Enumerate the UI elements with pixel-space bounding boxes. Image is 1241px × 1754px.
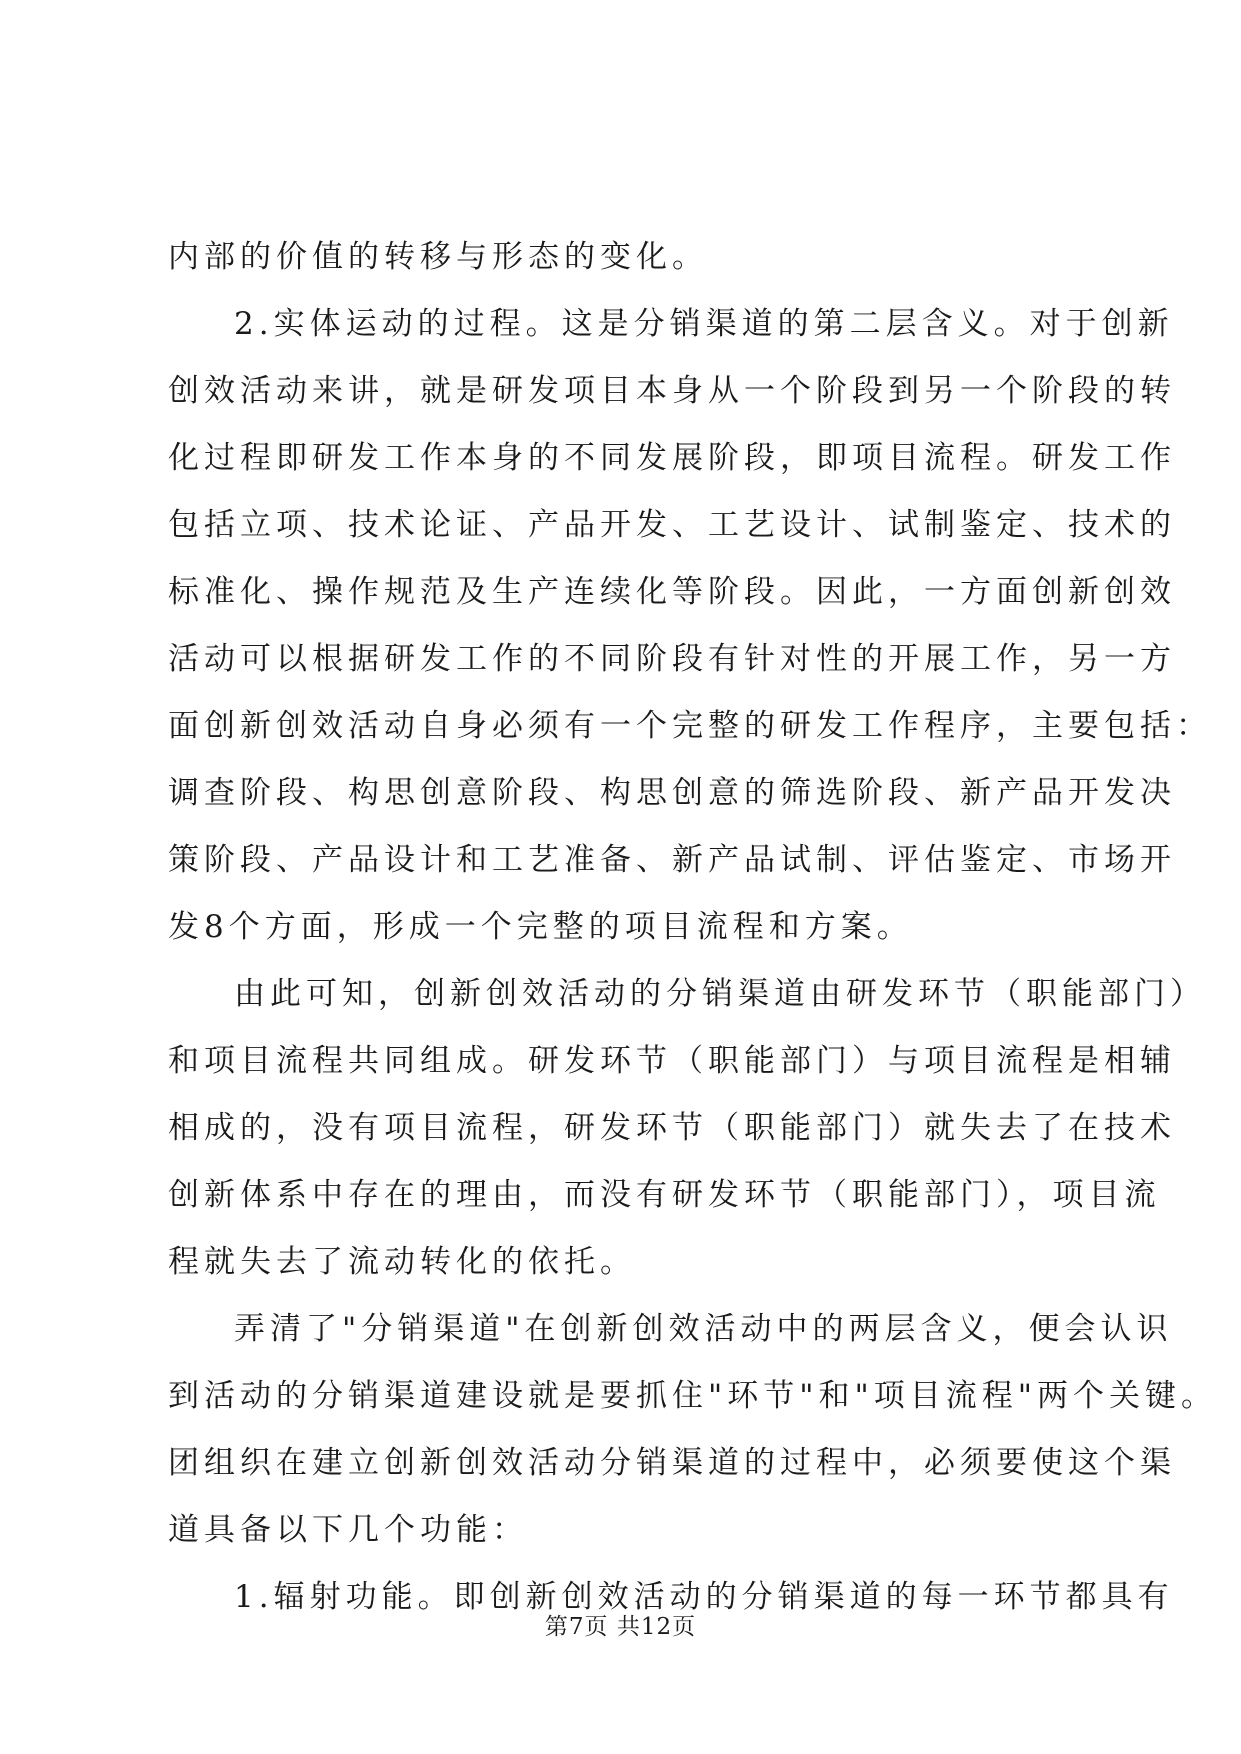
text-line: 调查阶段、构思创意阶段、构思创意的筛选阶段、新产品开发决	[168, 775, 1176, 811]
text-line: 团组织在建立创新创效活动分销渠道的过程中，必须要使这个渠	[168, 1445, 1176, 1481]
text-line: 创新体系中存在的理由，而没有研发环节（职能部门），项目流	[168, 1177, 1161, 1213]
text-line: 标准化、操作规范及生产连续化等阶段。因此，一方面创新创效	[168, 574, 1176, 610]
text-line: 化过程即研发工作本身的不同发展阶段，即项目流程。研发工作	[168, 440, 1176, 476]
text-line: 和项目流程共同组成。研发环节（职能部门）与项目流程是相辅	[168, 1043, 1176, 1079]
text-line: 活动可以根据研发工作的不同阶段有针对性的开展工作，另一方	[168, 641, 1176, 677]
paragraph-start-line: 弄清了"分销渠道"在创新创效活动中的两层含义，便会认识	[234, 1311, 1173, 1347]
text-line: 道具备以下几个功能：	[168, 1512, 528, 1548]
text-line: 面创新创效活动自身必须有一个完整的研发工作程序，主要包括：	[168, 708, 1212, 744]
paragraph-start-line: 由此可知，创新创效活动的分销渠道由研发环节（职能部门）	[234, 976, 1206, 1012]
text-line: 到活动的分销渠道建设就是要抓住"环节"和"项目流程"两个关键。	[168, 1378, 1218, 1414]
text-line: 相成的，没有项目流程，研发环节（职能部门）就失去了在技术	[168, 1110, 1176, 1146]
paragraph-start-line: 1.辐射功能。即创新创效活动的分销渠道的每一环节都具有	[234, 1579, 1174, 1615]
text-line: 包括立项、技术论证、产品开发、工艺设计、试制鉴定、技术的	[168, 507, 1176, 543]
paragraph-start-line: 2.实体运动的过程。这是分销渠道的第二层含义。对于创新	[234, 306, 1174, 342]
text-line: 创效活动来讲，就是研发项目本身从一个阶段到另一个阶段的转	[168, 373, 1176, 409]
page-number-footer: 第7页 共12页	[544, 1614, 697, 1640]
text-line: 发8个方面，形成一个完整的项目流程和方案。	[168, 909, 913, 945]
text-line: 策阶段、产品设计和工艺准备、新产品试制、评估鉴定、市场开	[168, 842, 1176, 878]
text-line: 内部的价值的转移与形态的变化。	[168, 239, 708, 275]
text-line: 程就失去了流动转化的依托。	[168, 1244, 636, 1280]
body-text	[168, 224, 1218, 1631]
